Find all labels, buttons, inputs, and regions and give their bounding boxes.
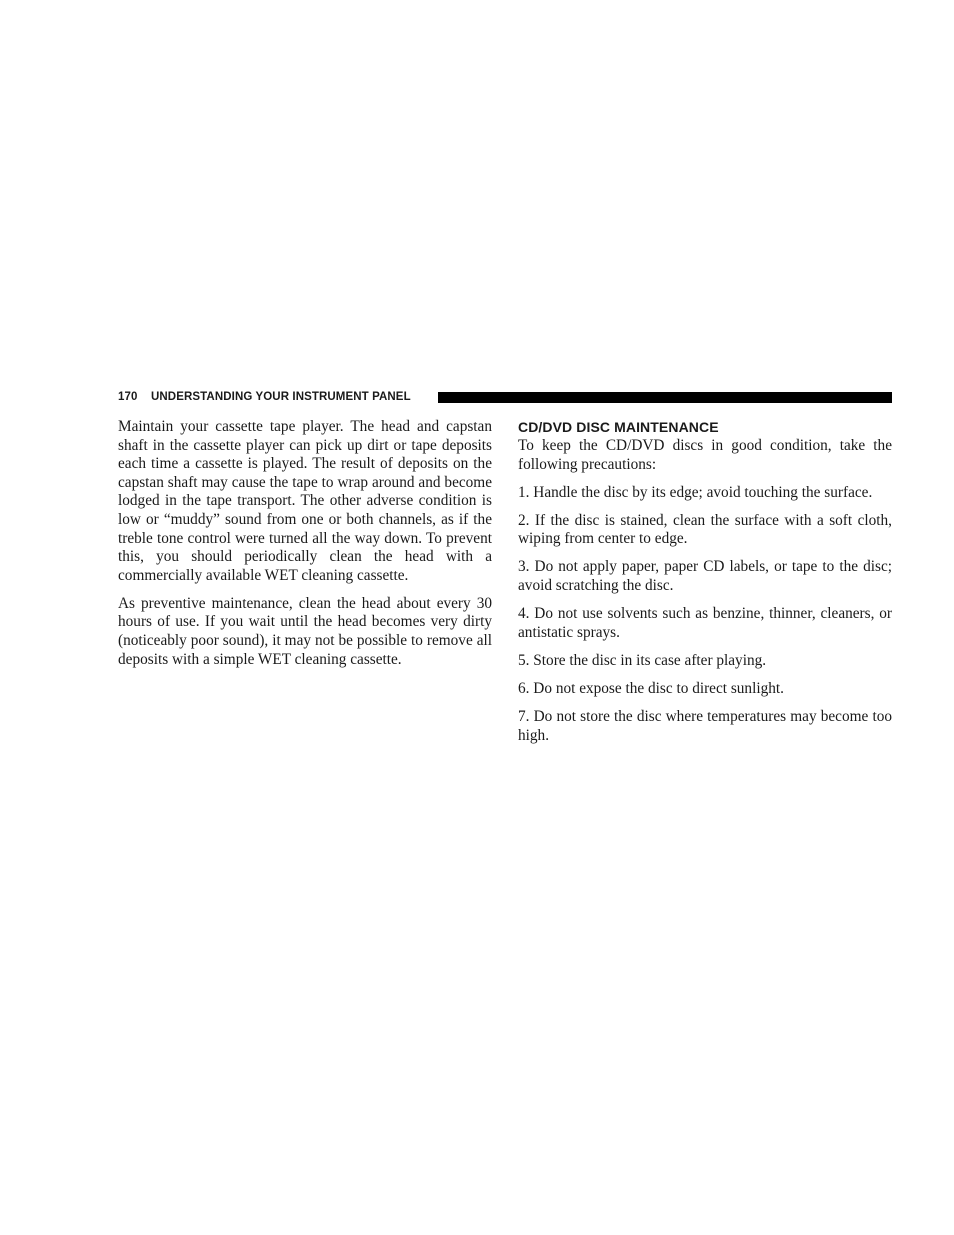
precaution-item: 4. Do not use solvents such as benzine, thinner, cleaners, or antistatic sprays. bbox=[518, 605, 892, 641]
precaution-item: 5. Store the disc in its case after playing. bbox=[518, 651, 767, 669]
precaution-item: 1. Handle the disc by its edge; avoid touching the surface. bbox=[518, 483, 873, 501]
precaution-item: 6. Do not expose the disc to direct sunlight. bbox=[518, 679, 784, 697]
disc-maintenance-heading: CD/DVD DISC MAINTENANCE bbox=[518, 419, 719, 435]
right-column bbox=[518, 418, 892, 755]
section-title: UNDERSTANDING YOUR INSTRUMENT PANEL bbox=[151, 391, 411, 403]
preventive-maintenance-paragraph: As preventive maintenance, clean the head about every 30 hours of use. If you wait until the head becomes very dirty (noticeably poor sound), it may not be possible to remove all deposits with a simple WET cleaning cassette. bbox=[118, 594, 492, 668]
header-rule-bar bbox=[438, 392, 892, 403]
precaution-item: 3. Do not apply paper, paper CD labels, or tape to the disc; avoid scratching the disc. bbox=[518, 558, 892, 595]
precaution-item: 7. Do not store the disc where temperatures may become too high. bbox=[518, 708, 892, 744]
precautions-intro: To keep the CD/DVD discs in good condition, take the following precautions: bbox=[518, 437, 892, 473]
page-header bbox=[118, 389, 892, 405]
precaution-item: 2. If the disc is stained, clean the surface with a soft cloth, wiping from center to edge. bbox=[518, 511, 892, 548]
left-column bbox=[118, 418, 492, 679]
page-number: 170 bbox=[118, 391, 138, 403]
cassette-maintenance-paragraph: Maintain your cassette tape player. The head and capstan shaft in the cassette player can pick up dirt or tape deposits each time a cassette is played. The result of deposits on the capstan shaft may cause the tape to wrap around and become lodged in the tape transport. The other adverse condition is low or “muddy” sound from one or both channels, as if the treble tone control were turned all the way down. To prevent this, you should periodically clean the head with a commercially available WET cleaning cassette. bbox=[118, 418, 492, 584]
